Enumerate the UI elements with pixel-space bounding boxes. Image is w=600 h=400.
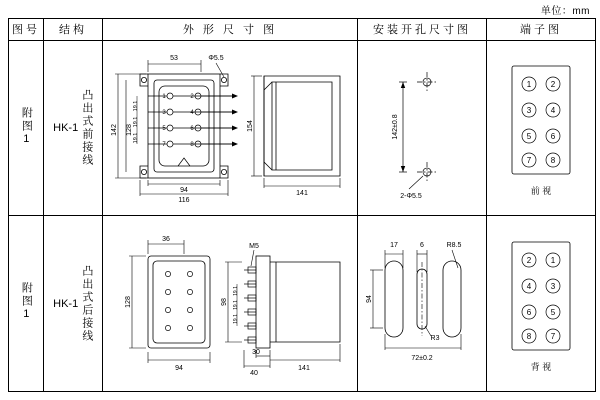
row2-outline-drawing — [103, 216, 358, 392]
svg-text:7: 7 — [162, 142, 166, 149]
svg-text:5: 5 — [550, 307, 556, 317]
svg-text:30: 30 — [252, 348, 260, 356]
svg-text:8: 8 — [190, 142, 194, 149]
svg-text:2-Φ5.5: 2-Φ5.5 — [400, 193, 422, 201]
svg-text:1: 1 — [162, 94, 166, 101]
table-row — [9, 40, 596, 216]
svg-text:19.1: 19.1 — [233, 299, 239, 310]
row2-terminal-svg — [488, 224, 594, 384]
row2-figure-no — [9, 216, 44, 392]
row1-figure-no-label: 附图1 — [20, 106, 33, 147]
svg-text:19.1: 19.1 — [233, 285, 239, 296]
svg-text:1: 1 — [526, 80, 532, 90]
svg-text:前 视: 前 视 — [530, 186, 552, 197]
unit-note: 单位：mm — [540, 6, 590, 17]
svg-text:3: 3 — [162, 110, 166, 117]
svg-text:19.1: 19.1 — [233, 313, 239, 324]
row2-figure-no-label: 附图1 — [20, 282, 33, 323]
svg-text:19.1: 19.1 — [133, 100, 139, 112]
svg-text:5: 5 — [526, 132, 532, 142]
svg-text:142: 142 — [111, 124, 118, 137]
svg-text:94: 94 — [180, 187, 188, 195]
svg-text:6: 6 — [526, 307, 532, 317]
table-row — [9, 216, 596, 392]
svg-text:2: 2 — [190, 94, 194, 101]
row1-structure-label: 凸出式前接线 — [80, 89, 93, 168]
row1-terminal-svg — [488, 48, 594, 208]
svg-text:6: 6 — [190, 126, 194, 133]
svg-text:19.1: 19.1 — [133, 132, 139, 144]
svg-text:17: 17 — [390, 241, 398, 249]
svg-text:142±0.8: 142±0.8 — [392, 114, 399, 140]
row1-outline-svg — [104, 46, 356, 210]
svg-text:7: 7 — [550, 331, 556, 341]
svg-text:8: 8 — [526, 331, 532, 341]
svg-text:8: 8 — [550, 156, 556, 166]
row2-hole-drawing — [358, 216, 487, 392]
svg-text:2: 2 — [550, 80, 556, 90]
svg-text:94: 94 — [175, 364, 183, 372]
row1-figure-no — [9, 40, 44, 216]
table-header-row — [9, 19, 596, 41]
svg-text:36: 36 — [162, 235, 170, 243]
svg-text:154: 154 — [247, 120, 254, 133]
svg-text:53: 53 — [170, 55, 178, 63]
svg-text:2: 2 — [526, 255, 532, 265]
row1-hole-svg — [359, 48, 485, 208]
row2-structure — [44, 216, 103, 392]
row1-model-label: HK-1 — [53, 122, 79, 135]
svg-text:4: 4 — [550, 106, 556, 116]
svg-text:3: 3 — [550, 281, 556, 291]
svg-text:72±0.2: 72±0.2 — [411, 354, 433, 362]
svg-text:R3: R3 — [430, 334, 440, 342]
dimension-table — [8, 18, 596, 392]
header-figure-no: 图号 — [9, 19, 44, 41]
svg-text:7: 7 — [526, 156, 532, 166]
header-mounting-hole-drawing: 安装开孔尺寸图 — [358, 19, 487, 41]
row1-terminal-drawing — [487, 40, 596, 216]
svg-text:94: 94 — [366, 294, 373, 303]
svg-text:128: 128 — [126, 124, 133, 137]
svg-text:19.1: 19.1 — [133, 116, 139, 128]
svg-text:4: 4 — [190, 110, 194, 117]
row1-hole-drawing — [358, 40, 487, 216]
svg-text:M5: M5 — [249, 242, 259, 250]
row1-outline-drawing — [103, 40, 358, 216]
header-outline-drawing: 外 形 尺 寸 图 — [103, 19, 358, 41]
svg-text:Φ5.5: Φ5.5 — [208, 55, 224, 63]
svg-text:6: 6 — [550, 132, 556, 142]
header-structure: 结构 — [44, 19, 103, 41]
svg-text:141: 141 — [296, 190, 308, 198]
header-terminal-drawing: 端子图 — [487, 19, 596, 41]
row2-structure-label: 凸出式后接线 — [80, 264, 93, 343]
row2-terminal-drawing — [487, 216, 596, 392]
svg-text:5: 5 — [162, 126, 166, 133]
svg-text:128: 128 — [125, 295, 132, 308]
svg-text:1: 1 — [550, 255, 556, 265]
svg-text:3: 3 — [526, 106, 532, 116]
svg-text:116: 116 — [178, 197, 190, 205]
row1-structure — [44, 40, 103, 216]
svg-text:141: 141 — [298, 364, 310, 372]
svg-text:6: 6 — [420, 241, 424, 249]
svg-text:4: 4 — [526, 281, 532, 291]
row2-hole-svg — [359, 224, 485, 384]
svg-text:40: 40 — [250, 369, 258, 377]
row2-outline-svg — [104, 222, 356, 386]
svg-text:R8.5: R8.5 — [446, 241, 462, 249]
svg-text:98: 98 — [221, 297, 228, 306]
row2-model-label: HK-1 — [53, 297, 79, 310]
svg-text:背 视: 背 视 — [530, 361, 552, 372]
